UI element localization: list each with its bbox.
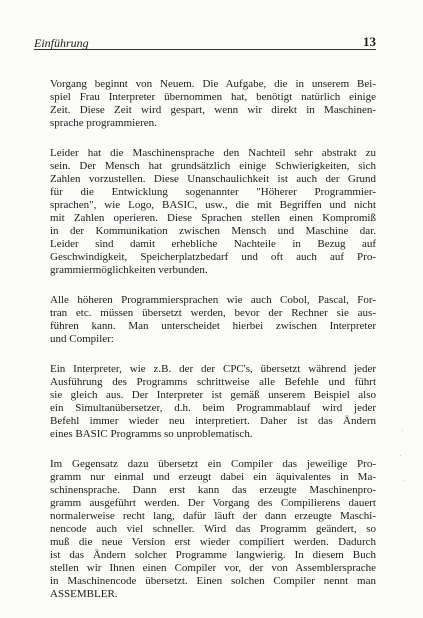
scan-speck — [400, 455, 401, 456]
text-line: Ein Interpreter, wie z.B. der der CPC's, übersetzt während jeder — [50, 363, 376, 375]
text-line: mit Zahlen operieren. Diese Sprachen stellen einen Kompromiß — [50, 212, 376, 224]
page-number: 13 — [363, 34, 376, 49]
chapter-title: Einführung — [34, 36, 89, 50]
text-line: grammiermöglichkeiten verbunden. — [50, 264, 208, 276]
paragraph — [50, 294, 376, 346]
text-line: ist das Ändern solcher Programme langwierig. In diesem Buch — [50, 549, 376, 561]
paragraph — [50, 147, 376, 277]
text-line: Zeit. Diese Zeit wird gespart, wenn wir direkt in Maschinen- — [50, 104, 376, 116]
text-line: und Compiler: — [50, 333, 114, 345]
text-line: nencode auch viel schneller. Wird das Programm geändert, so — [50, 523, 376, 535]
text-line: in der Kommunikation zwischen Mensch und Maschine dar. — [50, 225, 376, 237]
paragraph — [50, 363, 376, 441]
text-line: tran etc. müssen übersetzt werden, bevor der Rechner sie aus- — [50, 307, 376, 319]
text-line: Leider sind damit erhebliche Nachteile in Bezug auf — [50, 238, 376, 250]
text-line: gramm nur einmal und erzeugt dabei ein äquivalentes in Ma- — [50, 471, 376, 483]
text-line: in Maschinencode übersetzt. Einen solchen Compiler nennt man — [50, 575, 376, 587]
text-line: Geschwindigkeit, Speicherplatzbedarf und oft auch auf Pro- — [50, 251, 376, 263]
text-line: für die Entwicklung sogenannter "Höherer Programmier- — [50, 186, 376, 198]
text-line: ein Simultanübersetzer, d.h. beim Programmablauf wird jeder — [50, 402, 376, 414]
text-line: Vorgang beginnt von Neuem. Die Aufgabe, die in unserem Bei- — [50, 78, 376, 90]
paragraph — [50, 78, 376, 130]
text-line: eines BASIC Programms so unproblematisch. — [50, 428, 253, 440]
header-rule — [34, 49, 376, 50]
text-line: führen kann. Man unterscheidet hierbei zwischen Interpreter — [50, 320, 376, 332]
text-line: sie gleich aus. Der Interpreter ist gemäß unserem Beispiel also — [50, 389, 376, 401]
text-line: Zahlen vorzustellen. Diese Unanschaulichkeit ist auch der Grund — [50, 173, 376, 185]
text-line: stellen wir Ihnen einen Compiler vor, der von Assemblersprache — [50, 562, 376, 574]
text-line: sprache programmieren. — [50, 117, 157, 129]
text-line: Ausführung des Programms schrittweise alle Befehle und führt — [50, 376, 376, 388]
body-text — [50, 78, 376, 618]
text-line: sein. Der Mensch hat grundsätzlich einige Schwierigkeiten, sich — [50, 160, 376, 172]
text-line: Alle höheren Programmiersprachen wie auch Cobol, Pascal, For- — [50, 294, 376, 306]
scan-speck — [404, 480, 405, 481]
text-line: Im Gegensatz dazu übersetzt ein Compiler das jeweilige Pro- — [50, 458, 376, 470]
paragraph — [50, 458, 376, 601]
text-line: normalerweise recht lang, dafür läuft der dann erzeugte Maschi- — [50, 510, 376, 522]
text-line: ASSEMBLER. — [50, 588, 118, 600]
text-line: muß die neue Version erst wieder compiliert werden. Dadurch — [50, 536, 376, 548]
text-line: sprachen", wie Logo, BASIC, usw., die mit Begriffen und nicht — [50, 199, 376, 211]
text-line: spiel Frau Interpreter übernommen hat, benötigt natürlich einige — [50, 91, 376, 103]
text-line: gramm ausgeführt werden. Der Vorgang des Compilierens dauert — [50, 497, 376, 509]
scan-speck — [402, 430, 403, 431]
text-line: schinensprache. Dann erst kann das erzeugte Maschinenpro- — [50, 484, 376, 496]
text-line: Leider hat die Maschinensprache den Nachteil sehr abstrakt zu — [50, 147, 376, 159]
running-header — [34, 34, 376, 54]
text-line: Befehl immer wieder neu interpretiert. Daher ist das Ändern — [50, 415, 376, 427]
